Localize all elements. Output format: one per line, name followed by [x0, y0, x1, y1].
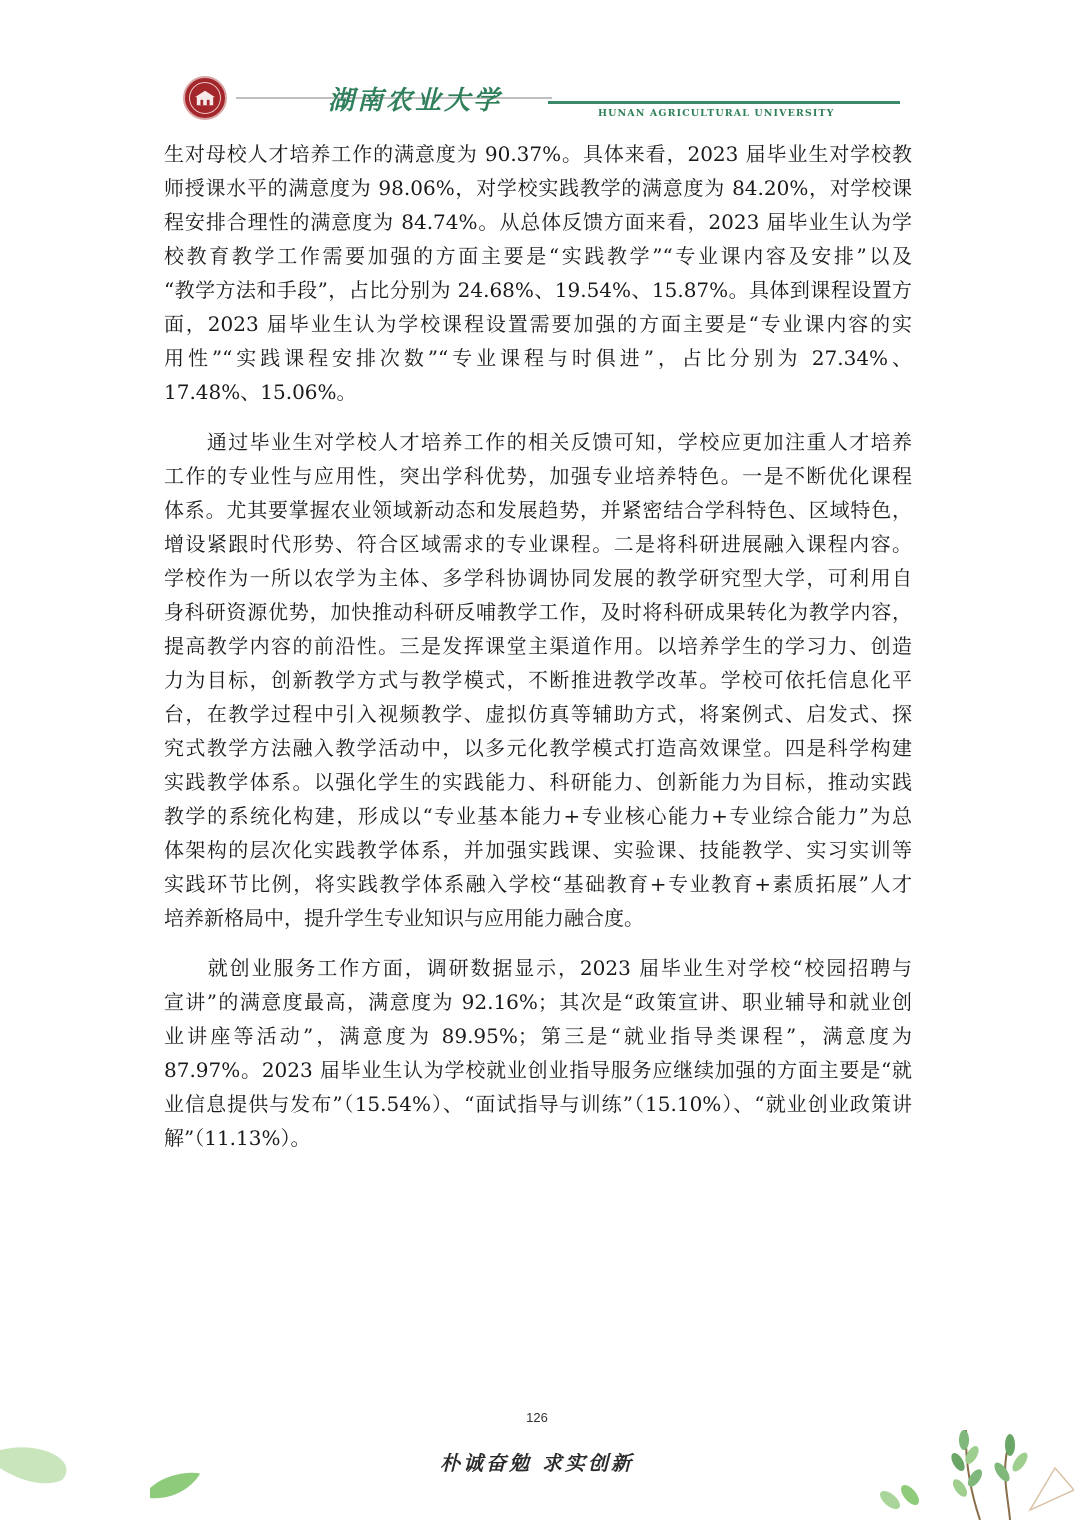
text-line: 教学的系统化构建，形成以“专业基本能力+专业核心能力+专业综合能力”为总	[164, 804, 912, 828]
text-line: 业讲座等活动”，满意度为 89.95%；第三是“就业指导类课程”，满意度为	[164, 1024, 912, 1048]
text-line: 力为目标，创新教学方式与教学模式，不断推进教学改革。学校可依托信息化平	[164, 668, 912, 692]
text-line: 学校作为一所以农学为主体、多学科协调协同发展的教学研究型大学，可利用自	[164, 566, 912, 590]
document-body	[164, 137, 912, 1155]
paragraph	[164, 951, 912, 1155]
text-line: 通过毕业生对学校人才培养工作的相关反馈可知，学校应更加注重人才培养	[164, 430, 912, 454]
text-line: 身科研资源优势，加快推动科研反哺教学工作，及时将科研成果转化为教学内容，	[164, 600, 912, 624]
text-line: 究式教学方法融入教学活动中，以多元化教学模式打造高效课堂。四是科学构建	[164, 736, 912, 760]
text-line: 实践教学体系。以强化学生的实践能力、科研能力、创新能力为目标，推动实践	[164, 770, 912, 794]
paragraph	[164, 137, 912, 409]
university-name-cn: 湖南农业大学	[328, 86, 503, 116]
text-line: 台，在教学过程中引入视频教学、虚拟仿真等辅助方式，将案例式、启发式、探	[164, 702, 912, 726]
university-name-en: HUNAN AGRICULTURAL UNIVERSITY	[598, 108, 835, 119]
text-line: 工作的专业性与应用性，突出学科优势，加强专业培养特色。一是不断优化课程	[164, 464, 912, 488]
text-line: 体架构的层次化实践教学体系，并加强实践课、实验课、技能教学、实习实训等	[164, 838, 912, 862]
university-motto: 朴诚奋勉 求实创新	[440, 1451, 634, 1475]
page-header	[0, 0, 1074, 135]
leaf-decoration-icon	[0, 1440, 210, 1520]
text-line: “教学方法和手段”，占比分别为 24.68%、19.54%、15.87%。具体到课程设置方	[164, 278, 912, 302]
university-emblem-icon	[183, 76, 227, 120]
plant-decoration-icon	[860, 1400, 1074, 1520]
text-line: 用性”“实践课程安排次数”“专业课程与时俱进”，占比分别为 27.34%、	[164, 346, 912, 370]
text-line: 程安排合理性的满意度为 84.74%。从总体反馈方面来看，2023 届毕业生认为学	[164, 210, 912, 234]
text-line: 宣讲”的满意度最高，满意度为 92.16%；其次是“政策宣讲、职业辅导和就业创	[164, 990, 912, 1014]
text-line: 面，2023 届毕业生认为学校课程设置需要加强的方面主要是“专业课内容的实	[164, 312, 912, 336]
text-line: 提高教学内容的前沿性。三是发挥课堂主渠道作用。以培养学生的学习力、创造	[164, 634, 912, 658]
text-line: 培养新格局中，提升学生专业知识与应用能力融合度。	[164, 906, 644, 930]
paragraph	[164, 425, 912, 935]
text-line: 解”（11.13%）。	[164, 1126, 311, 1150]
text-line: 就创业服务工作方面，调研数据显示，2023 届毕业生对学校“校园招聘与	[164, 956, 912, 980]
text-line: 业信息提供与发布”（15.54%）、“面试指导与训练”（15.10%）、“就业创业政策讲	[164, 1092, 912, 1116]
text-line: 87.97%。2023 届毕业生认为学校就业创业指导服务应继续加强的方面主要是“就	[164, 1058, 912, 1082]
text-line: 17.48%、15.06%。	[164, 380, 357, 404]
text-line: 实践环节比例，将实践教学体系融入学校“基础教育+专业教育+素质拓展”人才	[164, 872, 912, 896]
header-rule-green	[548, 101, 900, 104]
text-line: 师授课水平的满意度为 98.06%，对学校实践教学的满意度为 84.20%，对学校课	[164, 176, 912, 200]
text-line: 体系。尤其要掌握农业领域新动态和发展趋势，并紧密结合学科特色、区域特色，	[164, 498, 912, 522]
page-number: 126	[526, 1410, 548, 1425]
text-line: 生对母校人才培养工作的满意度为 90.37%。具体来看，2023 届毕业生对学校教	[164, 142, 912, 166]
text-line: 增设紧跟时代形势、符合区域需求的专业课程。二是将科研进展融入课程内容。	[164, 532, 912, 556]
text-line: 校教育教学工作需要加强的方面主要是“实践教学”“专业课内容及安排”以及	[164, 244, 912, 268]
